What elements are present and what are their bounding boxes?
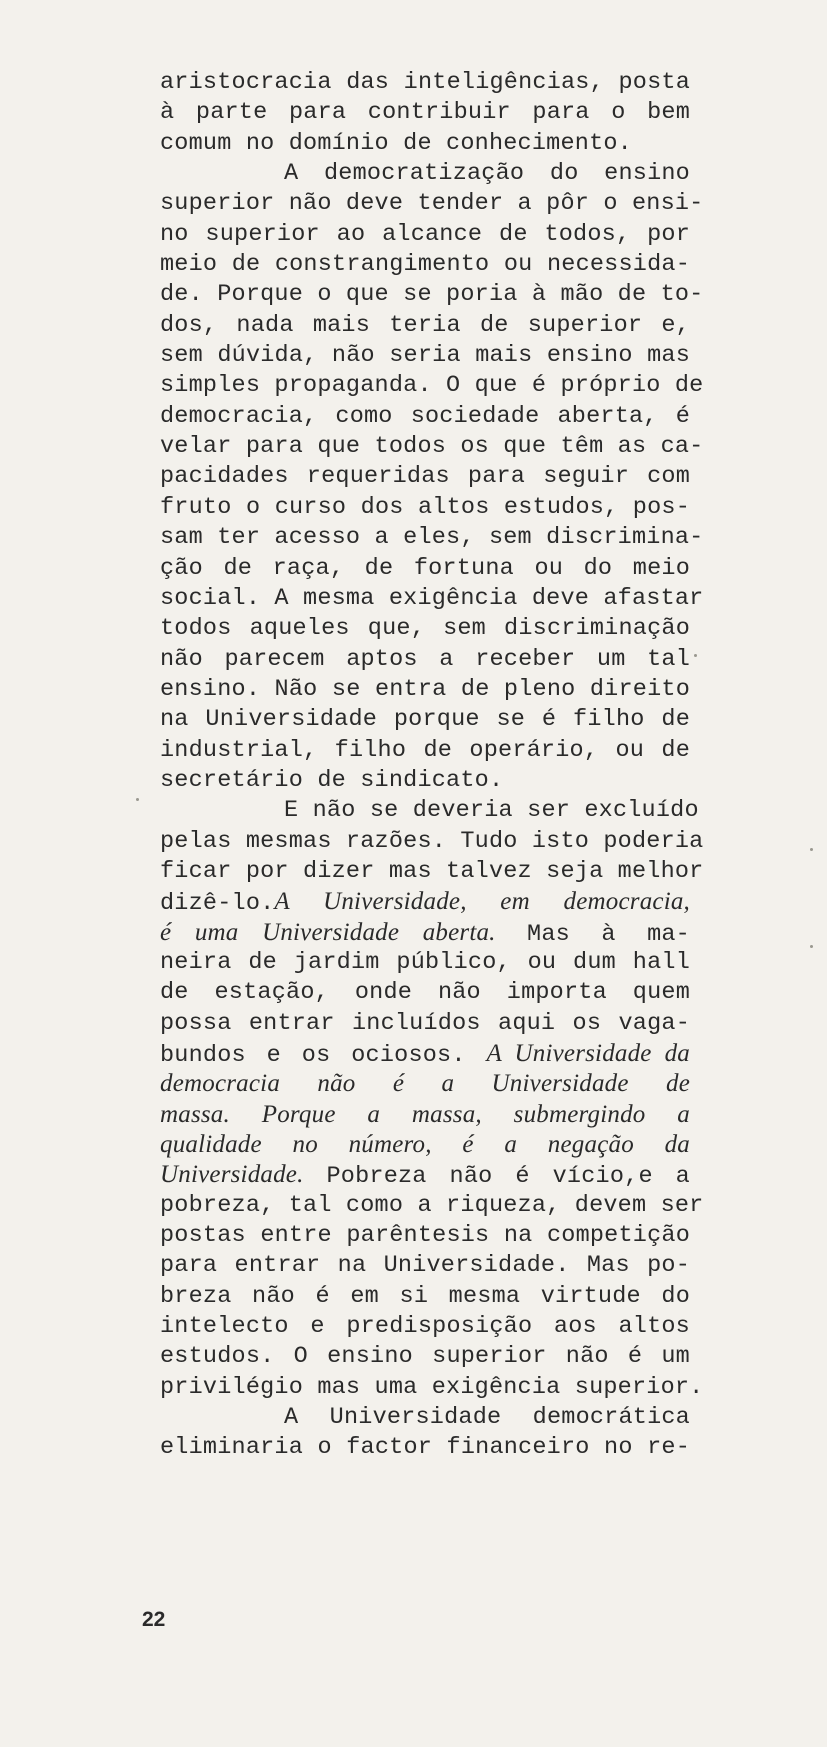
text-line: na Universidade porque se é filho de (160, 706, 690, 734)
text-line: qualidade no número, é a negação da (160, 1131, 690, 1159)
text-segment: Pobreza não é vício,e a (303, 1163, 690, 1191)
text-line: possa entrar incluídos aqui os vaga- (160, 1009, 690, 1037)
text-line: de. Porque o que se poria à mão de to- (160, 281, 704, 309)
text-line: E não se deveria ser excluído (284, 797, 699, 825)
text-line (160, 1039, 690, 1069)
text-line: A Universidade democrática (284, 1404, 690, 1432)
text-line (160, 918, 690, 948)
text-line: massa. Porque a massa, submergindo a (160, 1100, 690, 1128)
text-line: eliminaria o factor financeiro no re- (160, 1434, 690, 1462)
text-line: dos, nada mais teria de superior e, (160, 311, 690, 339)
text-line: superior não deve tender a pôr o ensi- (160, 190, 704, 218)
text-line: industrial, filho de operário, ou de (160, 736, 690, 764)
body-text (160, 68, 704, 1464)
text-line: privilégio mas uma exigência superior. (160, 1373, 704, 1401)
text-line: pacidades requeridas para seguir com (160, 463, 690, 491)
text-line: sem dúvida, não seria mais ensino mas (160, 342, 690, 370)
text-line: comum no domínio de conhecimento. (160, 129, 632, 157)
text-line: ensino. Não se entra de pleno direito (160, 675, 690, 703)
text-line: postas entre parêntesis na competição (160, 1222, 690, 1250)
page-number: 22 (142, 1608, 166, 1631)
text-segment: dizê-lo. (160, 890, 275, 918)
text-line: simples propaganda. O que é próprio de (160, 372, 704, 400)
text-line: meio de constrangimento ou necessida- (160, 251, 690, 279)
text-line: à parte para contribuir para o bem (160, 99, 690, 127)
paper-speck (810, 945, 813, 948)
text-line: sam ter acesso a eles, sem discrimina- (160, 524, 704, 552)
text-line: neira de jardim público, ou dum hall (160, 948, 690, 976)
text-line: secretário de sindicato. (160, 766, 504, 794)
italic-segment: A Universidade, em democracia, (274, 888, 690, 916)
text-line: aristocracia das inteligências, posta (160, 69, 690, 96)
text-segment: Mas à ma- (495, 920, 690, 948)
text-line: pelas mesmas razões. Tudo isto poderia (160, 827, 704, 855)
paper-speck (810, 848, 813, 851)
text-line: breza não é em si mesma virtude do (160, 1282, 690, 1310)
text-line (160, 1160, 690, 1190)
text-line: no superior ao alcance de todos, por (160, 220, 690, 248)
italic-segment: Universidade. (160, 1161, 304, 1189)
text-line (160, 887, 690, 917)
text-segment: bundos e os ociosos. (160, 1042, 487, 1069)
text-line: democracia não é a Universidade de (160, 1070, 690, 1098)
text-line: pobreza, tal como a riqueza, devem ser (160, 1191, 704, 1219)
text-line: velar para que todos os que têm as ca- (160, 433, 704, 461)
text-line: democracia, como sociedade aberta, é (160, 402, 690, 430)
italic-segment: é uma Universidade aberta. (160, 918, 496, 946)
text-line: não parecem aptos a receber um tal (160, 645, 690, 673)
text-line: todos aqueles que, sem discriminação (160, 615, 690, 643)
text-line: ção de raça, de fortuna ou do meio (160, 554, 690, 582)
paper-speck (136, 798, 139, 801)
text-line: A democratização do ensino (284, 160, 690, 188)
text-line: ficar por dizer mas talvez seja melhor (160, 857, 704, 885)
text-line: intelecto e predisposição aos altos (160, 1313, 690, 1341)
text-line: social. A mesma exigência deve afastar (160, 584, 704, 612)
text-line: de estação, onde não importa quem (160, 979, 690, 1007)
text-line: fruto o curso dos altos estudos, pos- (160, 493, 690, 521)
italic-segment: A Universidade da (486, 1040, 690, 1067)
text-line: para entrar na Universidade. Mas po- (160, 1252, 690, 1280)
text-line: estudos. O ensino superior não é um (160, 1343, 690, 1371)
paper-speck (694, 654, 697, 657)
